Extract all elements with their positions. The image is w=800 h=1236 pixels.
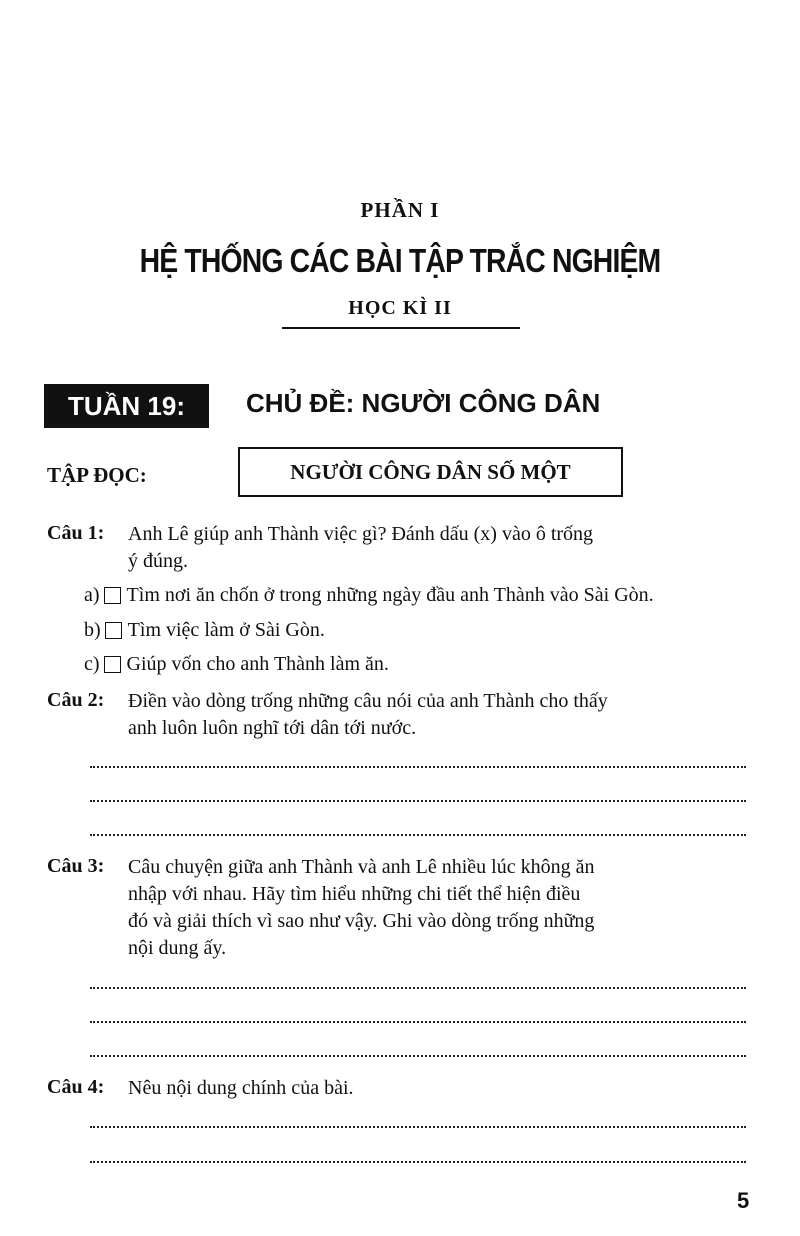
question-1-line: ý đúng.	[128, 550, 188, 572]
reading-label: TẬP ĐỌC:	[47, 463, 147, 487]
lesson-title-box	[238, 447, 623, 497]
option-c[interactable]	[84, 653, 389, 676]
answer-line[interactable]	[90, 987, 746, 989]
question-3-line: đó và giải thích vì sao như vậy. Ghi vào dòng trống những	[128, 910, 595, 932]
question-2-line: anh luôn luôn nghĩ tới dân tới nước.	[128, 717, 417, 739]
lesson-title: NGƯỜI CÔNG DÂN SỐ MỘT	[290, 459, 571, 484]
topic-title: CHỦ ĐỀ: NGƯỜI CÔNG DÂN	[246, 388, 601, 418]
option-b-letter: b)	[84, 619, 101, 641]
week-badge: TUẦN 19:	[44, 384, 209, 428]
answer-line[interactable]	[90, 766, 746, 768]
question-1-text	[128, 521, 593, 575]
answer-line[interactable]	[90, 1126, 746, 1128]
answer-line[interactable]	[90, 1021, 746, 1023]
option-c-checkbox[interactable]	[104, 656, 121, 673]
answer-line[interactable]	[90, 1161, 746, 1163]
question-3-label: Câu 3:	[47, 855, 105, 877]
option-b-checkbox[interactable]	[105, 622, 122, 639]
main-title: HỆ THỐNG CÁC BÀI TẬP TRẮC NGHIỆM	[139, 242, 661, 279]
answer-line[interactable]	[90, 834, 746, 836]
title-underline	[282, 327, 520, 329]
option-c-text: Giúp vốn cho anh Thành làm ăn.	[126, 653, 389, 675]
question-2-line: Điền vào dòng trống những câu nói của anh Thành cho thấy	[128, 690, 608, 712]
option-a-text: Tìm nơi ăn chốn ở trong những ngày đầu anh Thành vào Sài Gòn.	[126, 584, 654, 606]
page-number: 5	[737, 1188, 750, 1213]
question-3-line: nhập với nhau. Hãy tìm hiểu những chi tiết thể hiện điều	[128, 883, 581, 905]
option-a-checkbox[interactable]	[104, 587, 121, 604]
answer-line[interactable]	[90, 800, 746, 802]
option-b[interactable]	[84, 619, 325, 642]
question-2-text	[128, 688, 608, 742]
option-b-text: Tìm việc làm ở Sài Gòn.	[127, 619, 325, 641]
question-4-text	[128, 1075, 354, 1102]
option-a-letter: a)	[84, 584, 100, 606]
question-4-label: Câu 4:	[47, 1076, 105, 1098]
question-3-line: nội dung ấy.	[128, 937, 227, 959]
option-a[interactable]	[84, 584, 654, 607]
part-label: PHẦN I	[360, 198, 440, 222]
question-3-line: Câu chuyện giữa anh Thành và anh Lê nhiều lúc không ăn	[128, 856, 595, 878]
semester-label: HỌC KÌ II	[348, 297, 452, 319]
option-c-letter: c)	[84, 653, 100, 675]
answer-line[interactable]	[90, 1055, 746, 1057]
question-3-text	[128, 854, 594, 962]
question-2-label: Câu 2:	[47, 689, 105, 711]
question-4-line: Nêu nội dung chính của bài.	[128, 1077, 354, 1099]
question-1-label: Câu 1:	[47, 522, 105, 544]
question-1-line: Anh Lê giúp anh Thành việc gì? Đánh dấu (x) vào ô trống	[128, 523, 594, 545]
